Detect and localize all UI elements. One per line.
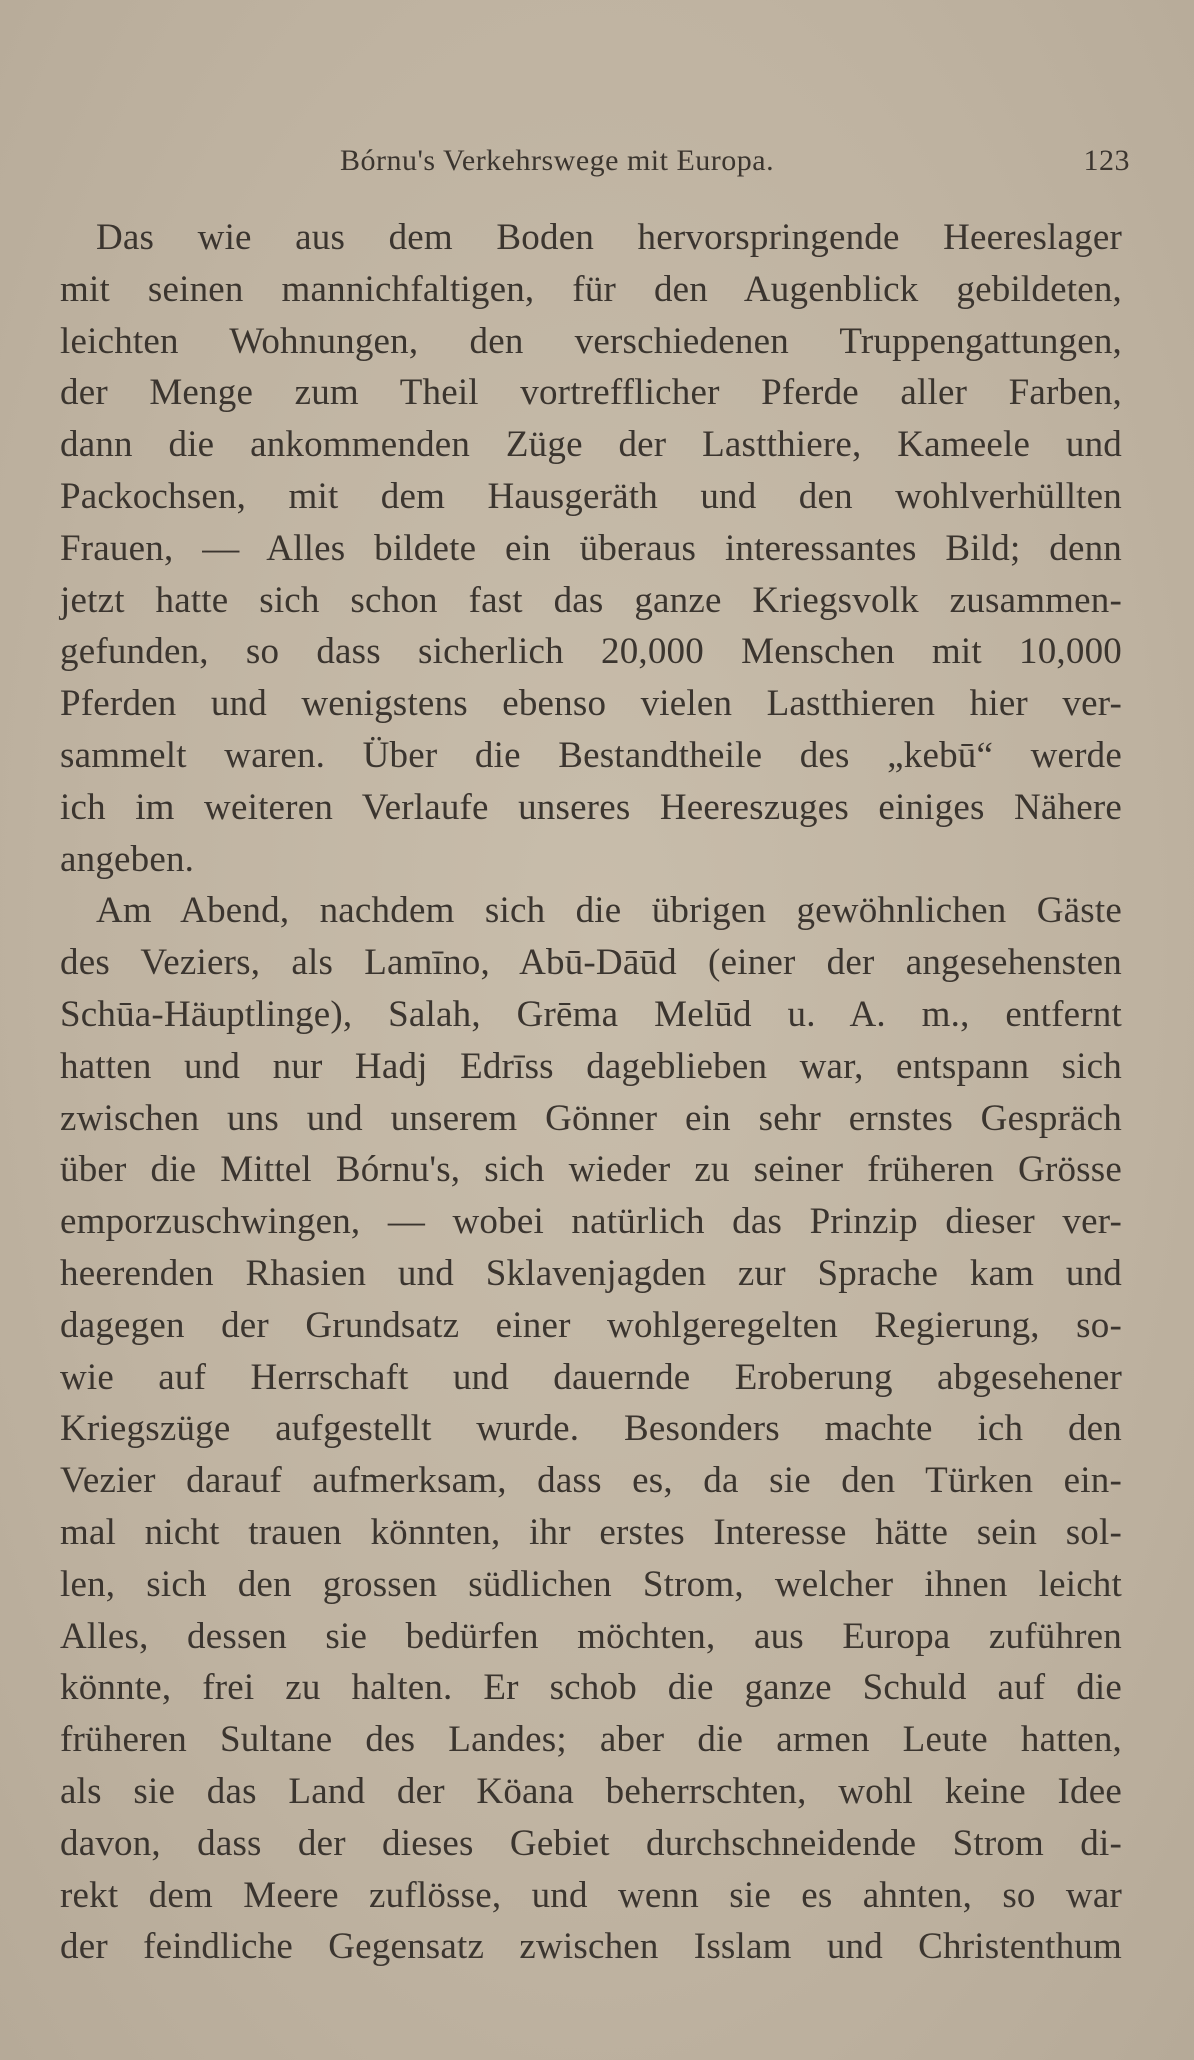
text-line: ich im weiteren Verlaufe unseres Heereszuges einiges Nähere: [60, 786, 1122, 828]
text-line: Pferden und wenigstens ebenso vielen Lastthieren hier ver-: [60, 683, 1122, 725]
text-line: Packochsen, mit dem Hausgeräth und den wohlverhüllten: [60, 475, 1122, 517]
text-line: angeben.: [60, 838, 195, 880]
text-line: könnte, frei zu halten. Er schob die ganze Schuld auf die: [60, 1667, 1122, 1709]
text-line: jetzt hatte sich schon fast das ganze Kriegsvolk zusammen-: [60, 579, 1122, 621]
text-line: Schūa-Häuptlinge), Salah, Grēma Melūd u. A. m., entfernt: [60, 993, 1122, 1035]
text-line: Frauen, — Alles bildete ein überaus interessantes Bild; denn: [60, 527, 1122, 569]
text-line: zwischen uns und unserem Gönner ein sehr ernstes Gespräch: [60, 1097, 1122, 1139]
text-line: früheren Sultane des Landes; aber die armen Leute hatten,: [60, 1719, 1122, 1761]
running-title: Bórnu's Verkehrswege mit Europa.: [340, 144, 775, 177]
text-line: heerenden Rhasien und Sklavenjagden zur Sprache kam und: [60, 1252, 1122, 1294]
page-number: 123: [1083, 144, 1130, 177]
text-line: dagegen der Grundsatz einer wohlgeregelten Regierung, so-: [60, 1304, 1122, 1346]
text-line: als sie das Land der Köana beherrschten, wohl keine Idee: [60, 1770, 1122, 1812]
text-line: davon, dass der dieses Gebiet durchschneidende Strom di-: [60, 1822, 1122, 1864]
text-line: hatten und nur Hadj Edrīss dageblieben war, entspann sich: [60, 1045, 1122, 1087]
text-line: der feindliche Gegensatz zwischen Isslam und Christenthum: [60, 1926, 1122, 1968]
text-line: Alles, dessen sie bedürfen möchten, aus Europa zuführen: [60, 1615, 1122, 1657]
text-line: Vezier darauf aufmerksam, dass es, da sie den Türken ein-: [60, 1460, 1122, 1502]
text-line: Kriegszüge aufgestellt wurde. Besonders machte ich den: [60, 1408, 1122, 1450]
text-line: leichten Wohnungen, den verschiedenen Truppengattungen,: [60, 320, 1122, 362]
text-line: gefunden, so dass sicherlich 20,000 Menschen mit 10,000: [60, 631, 1122, 673]
paragraph-2: [60, 885, 1122, 1973]
text-line: Das wie aus dem Boden hervorspringende Heereslager: [96, 217, 1122, 258]
paragraph-1: [60, 212, 1122, 885]
text-line: emporzuschwingen, — wobei natürlich das Prinzip dieser ver-: [60, 1201, 1122, 1243]
running-head: [60, 144, 1130, 184]
text-line: über die Mittel Bórnu's, sich wieder zu seiner früheren Grösse: [60, 1149, 1122, 1191]
text-line: der Menge zum Theil vortrefflicher Pferde aller Farben,: [60, 372, 1122, 414]
text-line: sammelt waren. Über die Bestandtheile des „kebū“ werde: [60, 734, 1122, 776]
text-line: rekt dem Meere zuflösse, und wenn sie es ahnten, so war: [60, 1874, 1122, 1916]
text-line: mit seinen mannichfaltigen, für den Augenblick gebildeten,: [60, 268, 1122, 310]
body-text: [60, 212, 1122, 1973]
text-line: dann die ankommenden Züge der Lastthiere, Kameele und: [60, 424, 1122, 466]
text-line: Am Abend, nachdem sich die übrigen gewöhnlichen Gäste: [96, 890, 1122, 932]
text-line: mal nicht trauen könnten, ihr erstes Interesse hätte sein sol-: [60, 1511, 1122, 1553]
text-line: wie auf Herrschaft und dauernde Eroberung abgesehener: [60, 1356, 1122, 1398]
text-line: des Veziers, als Lamīno, Abū-Dāūd (einer der angesehensten: [60, 942, 1122, 984]
text-line: len, sich den grossen südlichen Strom, welcher ihnen leicht: [60, 1563, 1122, 1605]
